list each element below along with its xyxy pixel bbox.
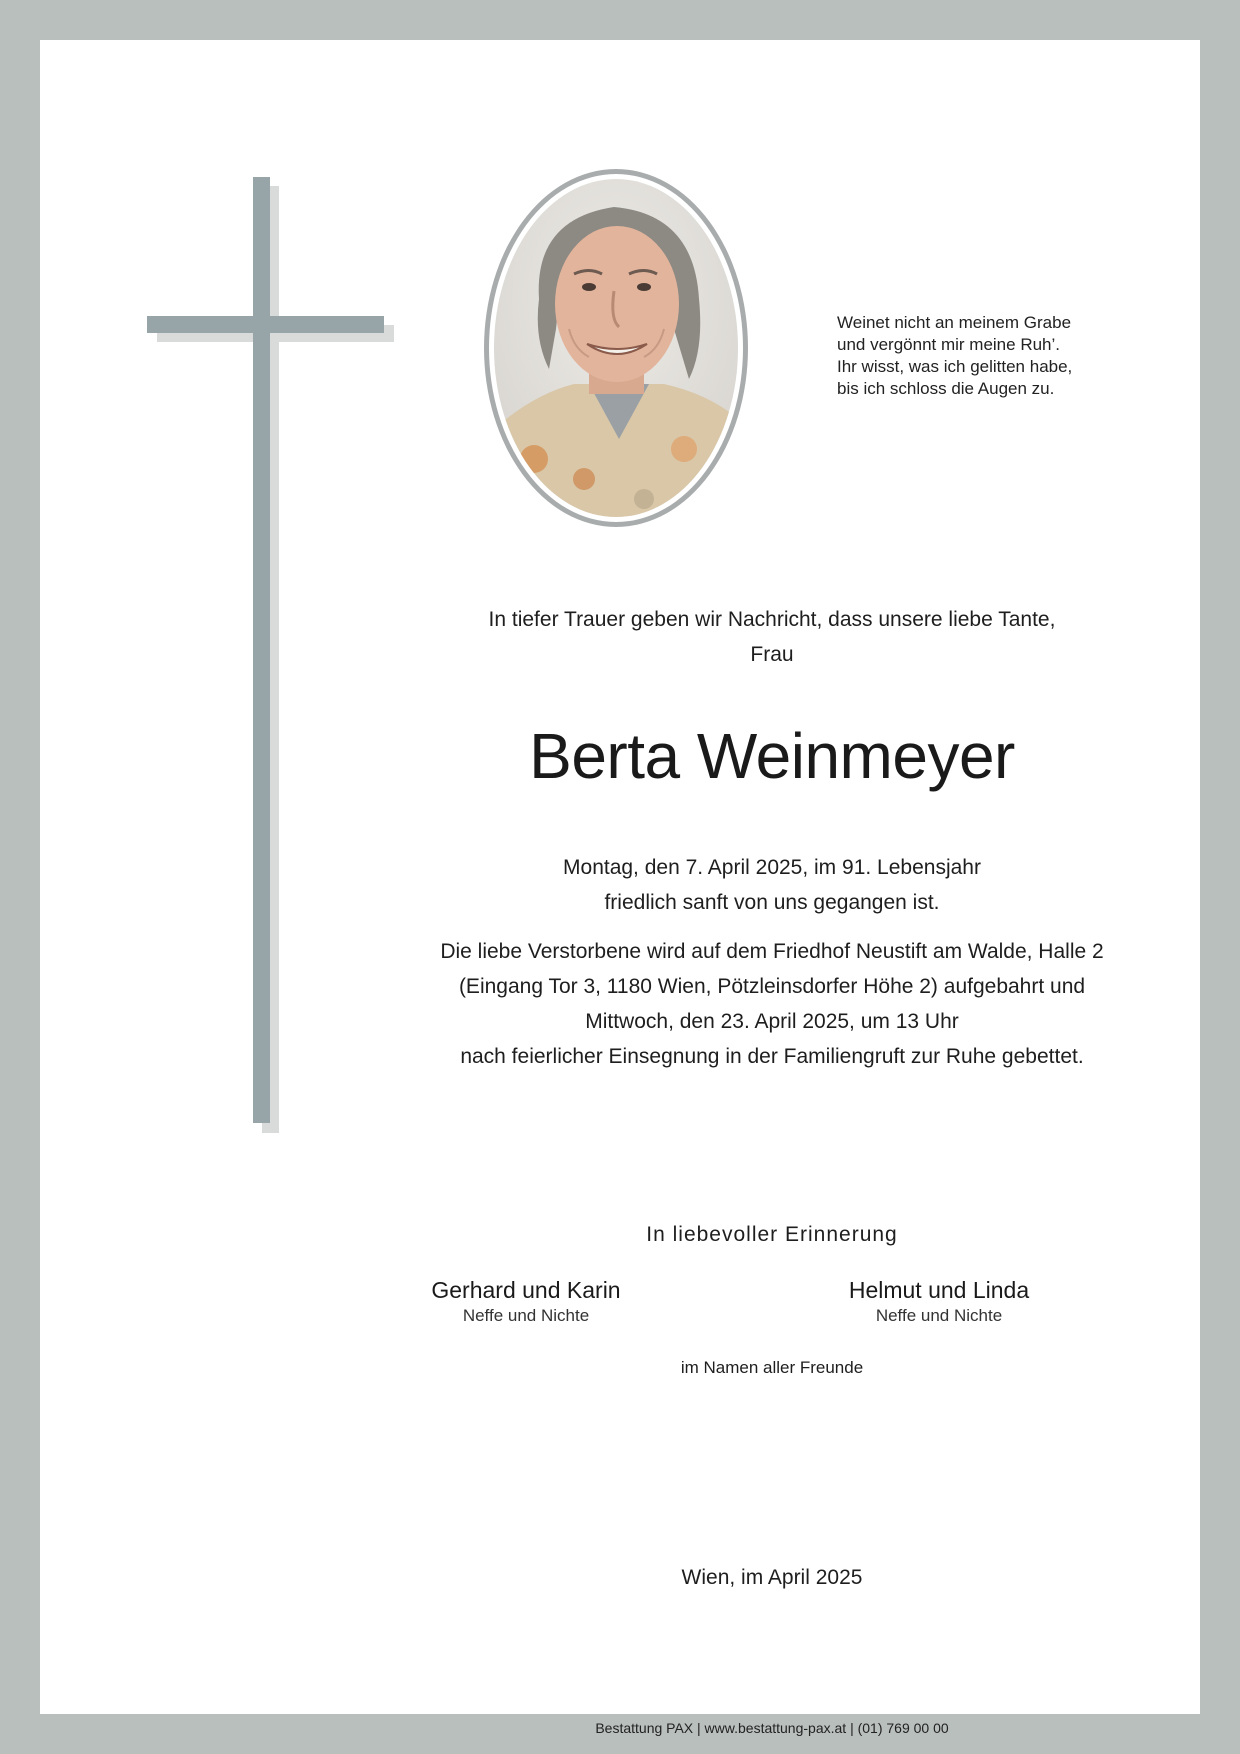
obituary-sheet	[40, 40, 1200, 1736]
cross-icon-beam	[147, 316, 384, 333]
funeral-home-footer: Bestattung PAX | www.bestattung-pax.at | (01) 769 00 00	[595, 1720, 949, 1736]
poem-line: bis ich schloss die Augen zu.	[837, 379, 1055, 398]
mourner-role: Neffe und Nichte	[875, 1306, 1003, 1325]
funeral-details-line: Die liebe Verstorbene wird auf dem Friedhof Neustift am Walde, Halle 2	[440, 940, 1104, 963]
friends-line: im Namen aller Freunde	[680, 1358, 864, 1377]
deceased-name: Berta Weinmeyer	[529, 720, 1015, 792]
death-date-line: Montag, den 7. April 2025, im 91. Lebensjahr	[563, 856, 981, 879]
funeral-details	[340, 934, 1204, 1074]
mourner-name: Gerhard und Karin	[431, 1277, 621, 1303]
poem-line: Ihr wisst, was ich gelitten habe,	[837, 357, 1073, 376]
portrait-photo	[484, 169, 748, 527]
death-date-line: friedlich sanft von uns gegangen ist.	[604, 891, 940, 914]
intro-title: Frau	[750, 643, 794, 666]
poem-line: und vergönnt mir meine Ruh’.	[837, 335, 1061, 354]
memory-heading: In liebevoller Erinnerung	[646, 1223, 898, 1246]
mourner-entry	[779, 1275, 1099, 1327]
mourner-entry	[366, 1275, 686, 1327]
poem-line: Weinet nicht an meinem Grabe	[837, 313, 1072, 332]
place-date: Wien, im April 2025	[681, 1566, 863, 1589]
mourner-name: Helmut und Linda	[848, 1277, 1030, 1303]
mourner-role: Neffe und Nichte	[462, 1306, 590, 1325]
intro-line: In tiefer Trauer geben wir Nachricht, dass unsere liebe Tante,	[488, 608, 1056, 631]
intro-text	[340, 602, 1204, 672]
poem-verse	[837, 312, 1137, 400]
funeral-details-line: (Eingang Tor 3, 1180 Wien, Pötzleinsdorfer Höhe 2) aufgebahrt und	[458, 975, 1086, 998]
funeral-details-line: nach feierlicher Einsegnung in der Familiengruft zur Ruhe gebettet.	[460, 1045, 1084, 1068]
death-date-text	[340, 850, 1204, 920]
portrait-image	[494, 179, 738, 517]
funeral-details-line: Mittwoch, den 23. April 2025, um 13 Uhr	[585, 1010, 959, 1033]
